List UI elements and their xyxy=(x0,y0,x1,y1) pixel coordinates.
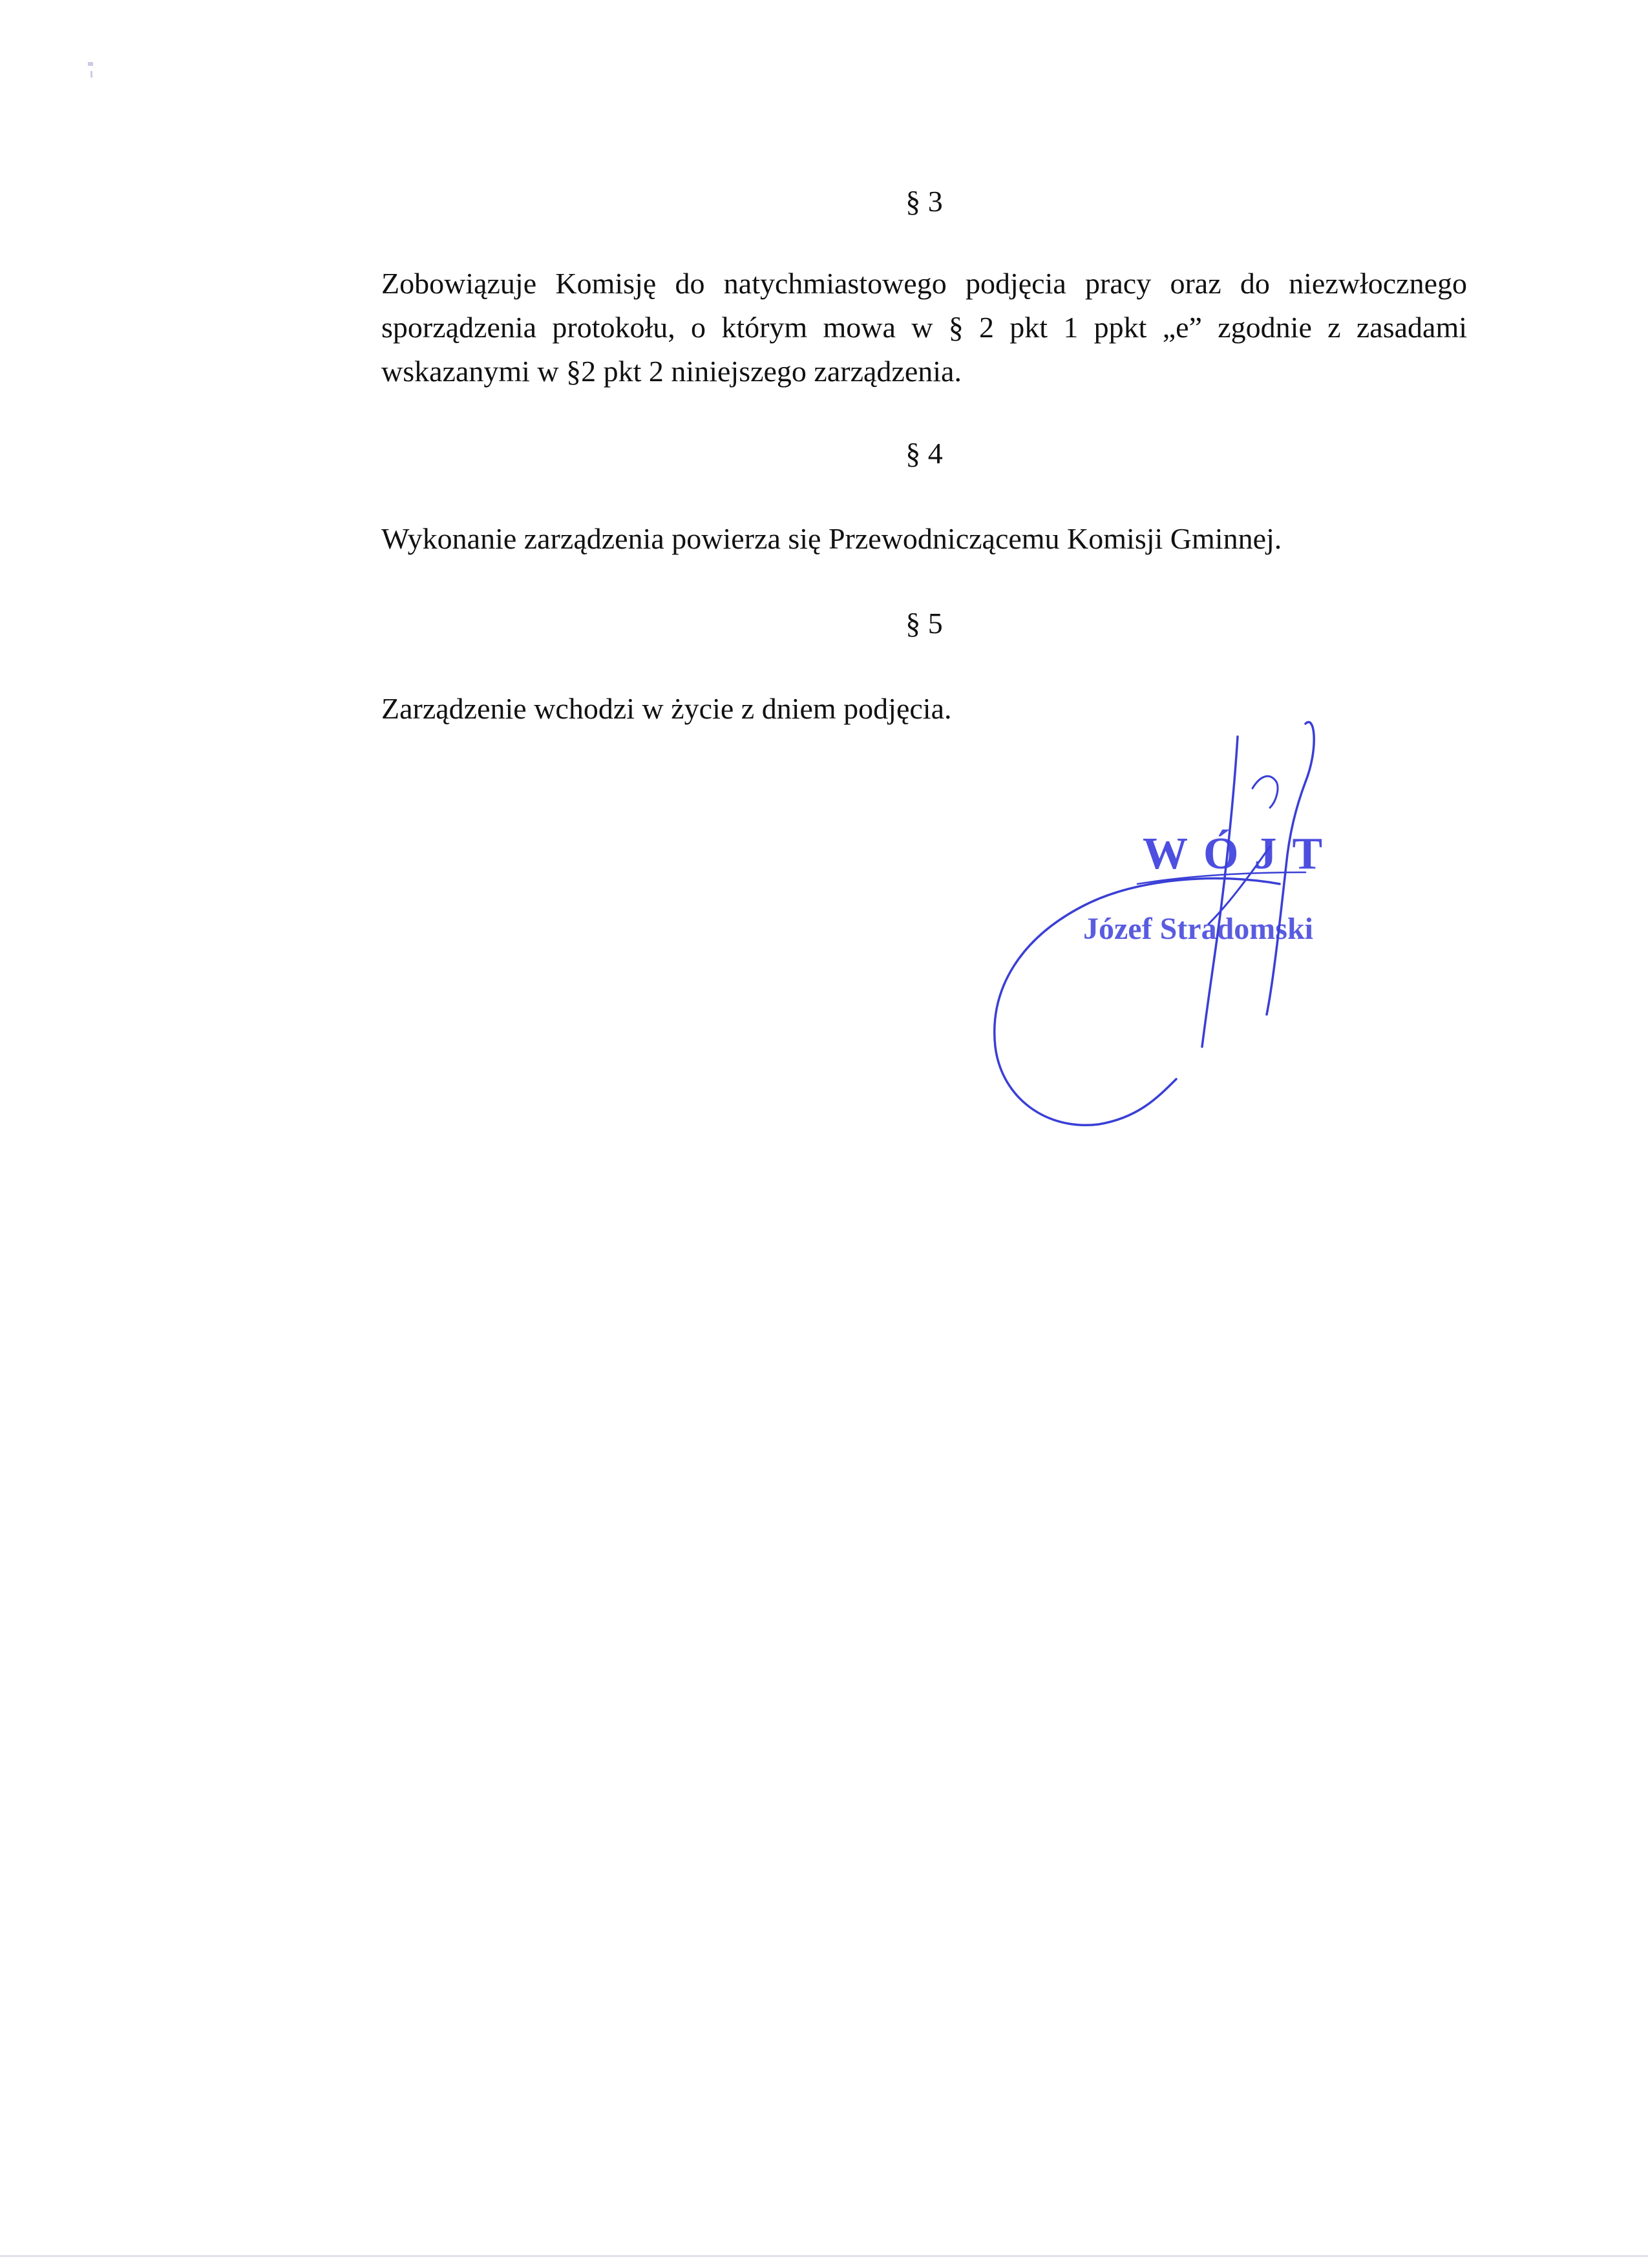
section-mark-5: § 5 xyxy=(905,607,943,640)
paragraph-3-line-1: Zobowiązuje Komisję do natychmiastowego podjęcia pracy oraz do niezwłocznego xyxy=(381,267,1467,300)
paragraph-4 xyxy=(381,517,1467,561)
page-bottom-edge xyxy=(0,2255,1648,2257)
scan-artifact xyxy=(90,71,92,78)
paragraph-5-line-1: Zarządzenie wchodzi w życie z dniem podjęcia. xyxy=(381,692,952,725)
paragraph-3 xyxy=(381,262,1467,394)
section-mark-4: § 4 xyxy=(905,437,943,470)
scan-artifact xyxy=(88,62,93,66)
section-mark-3: § 3 xyxy=(905,185,943,218)
paragraph-3-line-2: sporządzenia protokołu, o którym mowa w § 2 pkt 1 ppkt „e” zgodnie z zasadami xyxy=(381,311,1467,344)
paragraph-4-line-1: Wykonanie zarządzenia powierza się Przewodniczącemu Komisji Gminnej. xyxy=(381,522,1282,555)
stamp-title: WÓJT xyxy=(1143,829,1338,879)
handwritten-signature-icon xyxy=(944,711,1396,1150)
paragraph-3-line-3: wskazanymi w §2 pkt 2 niniejszego zarządzenia. xyxy=(381,355,962,388)
stamp-name: Józef Stradomski xyxy=(1083,912,1313,946)
